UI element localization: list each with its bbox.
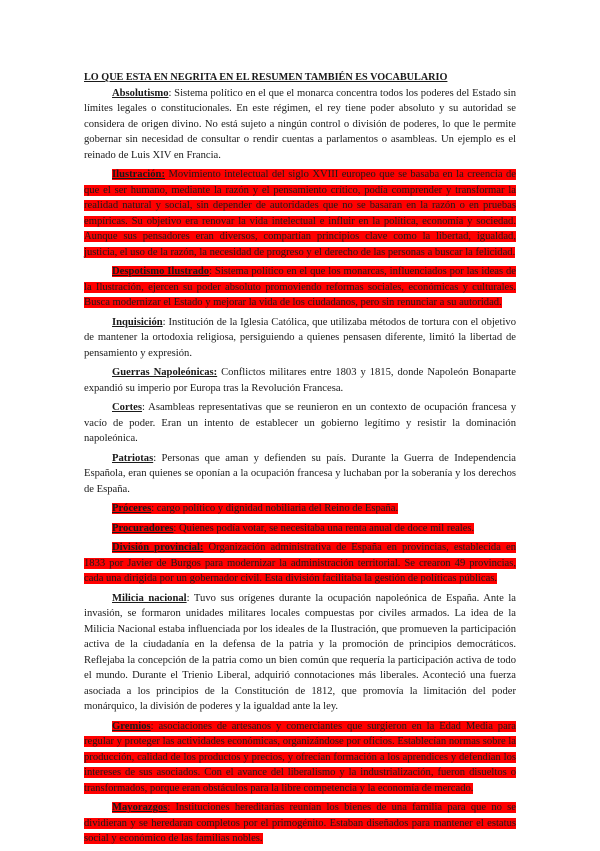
entry-text: : Sistema político en el que el monarca concentra todos los poderes del Estado sin límites legales o constitucionales. En este régimen, el rey tiene poder absoluto y su autoridad se considera de origen divino. No está sujeto a ningún control o división de poderes, lo que le permite gobernar sin necesidad de consultar o rendir cuentas a parlamentos o asambleas. Un ejemplo es el reinado de Luis XIV en Francia. — [84, 87, 516, 161]
entry-term: Patriotas — [112, 452, 154, 464]
entry-inquisicion — [84, 315, 516, 362]
entry-absolutismo — [84, 86, 516, 164]
entry-term: Ilustración: — [112, 169, 165, 180]
entry-term: Procuradores — [112, 522, 174, 534]
document-page — [84, 70, 516, 851]
entry-procuradores — [84, 521, 516, 537]
entry-text: : Quienes podía votar, se necesitaba una renta anual de doce mil reales. — [173, 522, 475, 534]
entry-cortes — [84, 400, 516, 447]
entry-text: : cargo político y dignidad nobiliaria del Reino de España. — [151, 503, 399, 514]
entry-term: Cortes — [112, 402, 143, 413]
entry-proceres — [84, 501, 516, 517]
entry-term: Absolutismo — [112, 87, 169, 99]
entry-text: : Tuvo sus orígenes durante la ocupación napoleónica de España. Ante la invasión, se formaron unidades militares locales compuestas por civiles armados. La idea de la Milicia Nacional estaba influenciada por los ideales de la Ilustración, que promueven la participación activa de la ciudadanía en la defensa de la patria y la promoción de principios democráticos. Reflejaba la concepción de la patria como un bien común que requería la participación activa de todo el mundo. Durante el Trienio Liberal, adquirió connotaciones más liberales. Aconteció una fuerza asociada a los principios de la Constitución de 1812, que promovía la limitación del poder monárquico, la división de poderes y la igualdad ante la ley. — [84, 592, 516, 712]
entry-text: : Personas que aman y defienden su país. Durante la Guerra de Independencia Española, eran quienes se oponían a la ocupación francesa y luchaban por la soberanía y los derechos de España. — [84, 452, 516, 495]
entry-text: Organización administrativa de España en provincias, establecida en 1833 por Javier de Burgos para modernizar la administración territorial. Se crearon 49 provincias, cada una dirigida por un gobernador civil. Esta división facilitaba la gestión de políticas públicas. — [84, 542, 516, 584]
entry-gremios — [84, 719, 516, 797]
entry-term: Guerras Napoleónicas: — [112, 367, 218, 378]
entry-text: Conflictos militares entre 1803 y 1815, donde Napoleón Bonaparte expandió su imperio por Europa tras la Revolución Francesa. — [84, 367, 516, 394]
entry-ilustracion — [84, 167, 516, 260]
entry-guerras-napoleonicas — [84, 365, 516, 396]
entry-division-provincial — [84, 540, 516, 587]
entry-term: Próceres — [112, 503, 152, 514]
entry-term: Gremios — [112, 720, 151, 732]
entry-term: División provincial: — [112, 542, 204, 553]
entry-text: : asociaciones de artesanos y comerciantes que surgieron en la Edad Media para regular y proteger las actividades económicas, organizándose por oficios. Establecían normas sobre la producción, calidad de los productos y precios, y ofrecían formación a los aprendices y defendían los intereses de sus asociados. Con el avance del liberalismo y la industrialización, fueron disueltos o transformados, porque eran obstáculos para la libre competencia y la economía de mercado. — [84, 720, 516, 794]
entry-despotismo-ilustrado — [84, 264, 516, 311]
entry-text: : Sistema político en el que los monarcas, influenciados por las ideas de la Ilustración, ejercen su poder absoluto promoviendo reformas sociales, económicas y culturales. Busca modernizar el Estado y mejorar la vida de los ciudadanos, pero sin renunciar a su autoridad. — [84, 266, 516, 308]
entry-term: Mayorazgos — [112, 802, 168, 813]
entry-text: : Asambleas representativas que se reunieron en un contexto de ocupación francesa y vacío de poder. Eran un intento de establecer un gobierno legítimo y resistir la dominación napoleónica. — [84, 402, 516, 444]
page-title: LO QUE ESTA EN NEGRITA EN EL RESUMEN TAMBIÉN ES VOCABULARIO — [84, 72, 448, 83]
entry-term: Despotismo Ilustrado — [112, 266, 210, 277]
entry-patriotas — [84, 451, 516, 498]
entry-mayorazgos — [84, 800, 516, 847]
entry-milicia-nacional — [84, 591, 516, 715]
entry-term: Inquisición — [112, 316, 163, 328]
entry-text: : Institución de la Iglesia Católica, que utilizaba métodos de tortura con el objetivo de mantener la ortodoxia religiosa, persiguiendo a quienes pensasen diferente, limitó la libertad de pensamiento y expresión. — [84, 316, 516, 359]
entry-text: : Instituciones hereditarias reunían los bienes de una familia para que no se dividieran y se heredaran completos por el primogénito. Estaban diseñados para mantener el estatus social y económico de las familias nobles. — [84, 802, 516, 844]
entry-term: Milicia nacional — [112, 592, 187, 604]
entry-text: Movimiento intelectual del siglo XVIII europeo que se basaba en la creencia de que el ser humano, mediante la razón y el pensamiento crítico, podía comprender y transformar la realidad natural y social, sin depender de autoridades que no se basaran en la razón o en pruebas empíricas. Su objetivo era renovar la vida intelectual e influir en la política, economía y sociedad. Aunque sus pensadores eran diversos, compartían principios clave como la libertad, igualdad, justicia, el uso de la razón, la necesidad de progreso y el derecho de las personas a buscar la felicidad. — [84, 169, 516, 258]
